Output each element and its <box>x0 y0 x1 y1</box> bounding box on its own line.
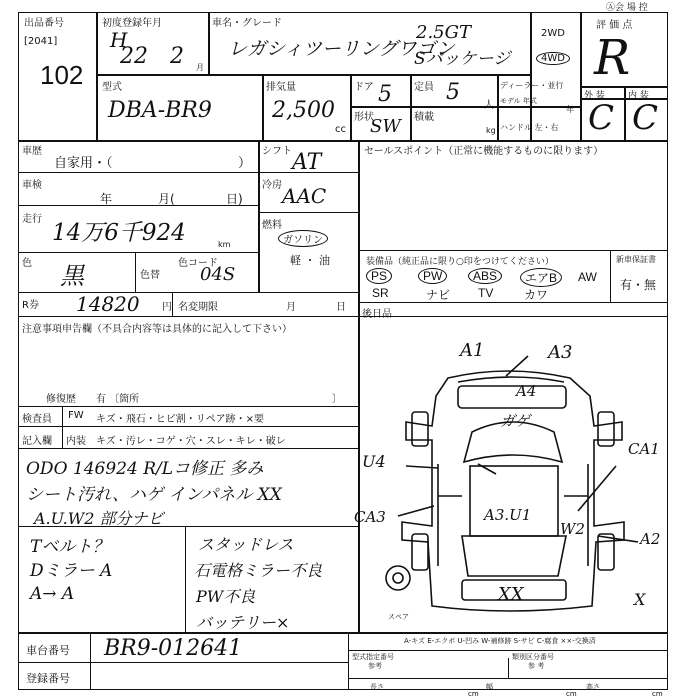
nameplate-label: 名変期限 <box>178 302 218 313</box>
nameplate-day: 日 <box>336 302 346 313</box>
first-reg-label: 初度登録年月 <box>102 18 162 29</box>
ref-1: 参考 <box>368 662 382 670</box>
interior-grade: C <box>632 98 659 138</box>
lot-label: 出品番号 <box>24 18 64 29</box>
equip-leather: カワ <box>524 288 549 302</box>
fuel: ガソリン <box>278 230 328 247</box>
cm-unit-3: cm <box>652 690 663 698</box>
damage-mark-a2: A2 <box>640 530 661 548</box>
color-label: 色 <box>22 258 32 269</box>
car-name: レガシィツーリングワゴン <box>228 38 455 60</box>
rear-items-label: 後日品 <box>362 309 392 320</box>
repair-close: 〕 <box>332 394 342 405</box>
score: R <box>594 30 631 86</box>
drive-4wd: 4WD <box>536 52 570 65</box>
warranty: 有・無 <box>620 278 657 292</box>
lot-sub: [2041] <box>24 36 58 47</box>
ref-2: 参 考 <box>528 662 545 670</box>
doors-label: ドア <box>354 82 374 93</box>
damage-mark-xx: XX <box>498 584 524 605</box>
handle-label: ハンドル 左・右 <box>500 123 559 132</box>
year-unit: 年 <box>566 105 574 114</box>
damage-mark-x: X <box>634 590 646 609</box>
fuel-label: 燃料 <box>262 220 282 231</box>
remark-5: Dミラー A <box>30 561 113 581</box>
lot-number: 102 <box>40 60 84 90</box>
doors: 5 <box>378 82 392 107</box>
spare-label: スペア <box>388 613 409 621</box>
model-year-label: モデル 年式 <box>500 97 537 105</box>
drive-2wd: 2WD <box>541 28 565 39</box>
history: 自家用・（ <box>54 156 113 171</box>
model: DBA-BR9 <box>108 98 212 123</box>
color-code: 04S <box>200 264 236 285</box>
remark-8: 石電格ミラー不良 <box>194 561 323 580</box>
interior-label: 内 装 <box>628 91 649 101</box>
era: H <box>110 28 128 52</box>
model-label: 型式 <box>102 82 122 93</box>
displacement: 2,500 <box>272 98 335 123</box>
ac-label: 冷房 <box>262 180 282 191</box>
history-close: ） <box>238 156 252 171</box>
classification-label: 類別区分番号 <box>512 653 554 661</box>
remark-1: ODO 146924 R/Lコ修正 多み <box>26 459 264 479</box>
cm-unit-1: cm <box>468 690 479 698</box>
equipment-label: 装備品（純正品に限り○印をつけてください） <box>366 257 554 267</box>
type-designation-label: 型式指定番号 <box>352 653 394 661</box>
height-label: 高さ <box>586 683 600 691</box>
warranty-label: 新車保証書 <box>616 255 656 264</box>
width-label: 幅 <box>486 683 493 691</box>
remark-4: Tベルト？ <box>30 537 110 557</box>
shape-label: 形状 <box>354 112 374 123</box>
color-tone-label: 色替 <box>140 270 160 281</box>
shaken-day: 日) <box>226 192 243 206</box>
inspector-label-1: 検査員 <box>22 414 52 425</box>
load-label: 積載 <box>414 112 434 123</box>
history-label: 車歴 <box>22 146 42 157</box>
damage-legend: A-キズ E-エクボ U-凹み W-補修跡 S-サビ C-腐食 ××-交換済 <box>404 637 596 645</box>
shaken-label: 車検 <box>22 180 42 191</box>
grade-2: Sパッケージ <box>414 49 511 69</box>
equip-sr: SR <box>372 286 389 300</box>
ac: AAC <box>282 184 327 208</box>
color: 黒 <box>60 262 84 290</box>
exterior-grade: C <box>588 98 615 138</box>
score-label: 評 価 点 <box>596 20 633 31</box>
recycle-label: R券 <box>22 300 39 311</box>
displacement-label: 排気量 <box>266 82 296 93</box>
damage-mark-u4: U4 <box>362 452 386 471</box>
remark-10: バッテリー× <box>196 613 290 632</box>
grade: 2.5GT <box>416 22 472 43</box>
shaken-month: 月( <box>158 192 175 206</box>
color-code-label: 色コード <box>178 258 218 269</box>
nameplate-month: 月 <box>286 302 296 313</box>
equip-abs: ABS <box>468 268 502 284</box>
kg-unit: kg <box>486 126 496 135</box>
equip-aw: AW <box>578 270 597 284</box>
car-name-label: 車名・グレード <box>212 18 282 29</box>
damage-mark-w2: W2 <box>560 520 585 538</box>
mileage-label: 走行 <box>22 214 42 225</box>
chassis-label: 車台番号 <box>26 644 70 657</box>
seats: 5 <box>446 80 460 105</box>
repair-value: 有 〔箇所 <box>96 394 140 405</box>
chassis-number: BR9-012641 <box>104 636 243 661</box>
damage-mark-a3: A3 <box>548 342 573 363</box>
cc-unit: cc <box>335 124 346 135</box>
shaken-year: 年 <box>100 192 113 206</box>
equip-ps: PS <box>366 268 392 284</box>
persons-unit: 人 <box>484 100 494 111</box>
shift: AT <box>292 150 322 175</box>
exterior-label: 外 装 <box>584 91 605 101</box>
remark-7: スタッドレス <box>198 535 294 554</box>
shift-label: シフト <box>262 146 292 157</box>
inspector-label-2: 記入欄 <box>22 436 52 447</box>
reg-month: 2 <box>170 44 184 69</box>
yen-unit: 円 <box>162 302 172 313</box>
length-label: 長さ <box>370 683 384 691</box>
interior-options: キズ・汚レ・コゲ・穴・スレ・キレ・破レ <box>96 436 286 447</box>
mileage: 14万6千924 <box>52 220 186 246</box>
equip-pw: PW <box>418 268 447 284</box>
fw-head: FW <box>68 410 84 421</box>
km-unit: km <box>218 240 231 249</box>
remark-9: PW不良 <box>196 587 256 606</box>
recycle-fee: 14820 <box>76 292 140 316</box>
equip-tv: TV <box>478 286 494 300</box>
registration-label: 登録番号 <box>26 672 70 685</box>
interior-head: 内装 <box>66 436 86 447</box>
damage-mark-a1: A1 <box>460 340 485 361</box>
seats-label: 定員 <box>414 82 434 93</box>
notes-label: 注意事項申告欄（不具合内容等は具体的に記入して下さい） <box>22 324 292 335</box>
dealer-label: ディーラー・並行 <box>500 81 564 90</box>
damage-mark-dent: ガゲ <box>500 412 531 430</box>
damage-mark-a4: A4 <box>516 382 537 400</box>
month-unit: 月 <box>196 63 204 72</box>
damage-mark-ca1: CA1 <box>628 440 660 458</box>
repair-label: 修復歴 <box>46 394 76 405</box>
damage-mark-ca3: CA3 <box>354 508 386 526</box>
shape: SW <box>370 116 401 137</box>
reg-year: 22 <box>120 44 148 69</box>
sales-point-label: セールスポイント（正常に機能するものに限ります） <box>364 146 604 157</box>
fw-options: キズ・飛石・ヒビ割・リペア跡・×要 <box>96 414 264 425</box>
equip-airbag: エアB <box>520 268 562 287</box>
remark-2: シート汚れ、ハゲ インパネル XX <box>26 485 282 505</box>
equip-navi: ナビ <box>426 288 451 302</box>
fuel-alt: 軽 ・ 油 <box>290 254 330 267</box>
remark-6: A→ A <box>30 584 75 604</box>
remark-3: A.U.W2 部分ナビ <box>34 509 164 528</box>
cm-unit-2: cm <box>566 690 577 698</box>
damage-mark-a3u1: A3.U1 <box>484 506 532 524</box>
top-right-note: Ⓐ会 場 控 <box>606 3 648 13</box>
